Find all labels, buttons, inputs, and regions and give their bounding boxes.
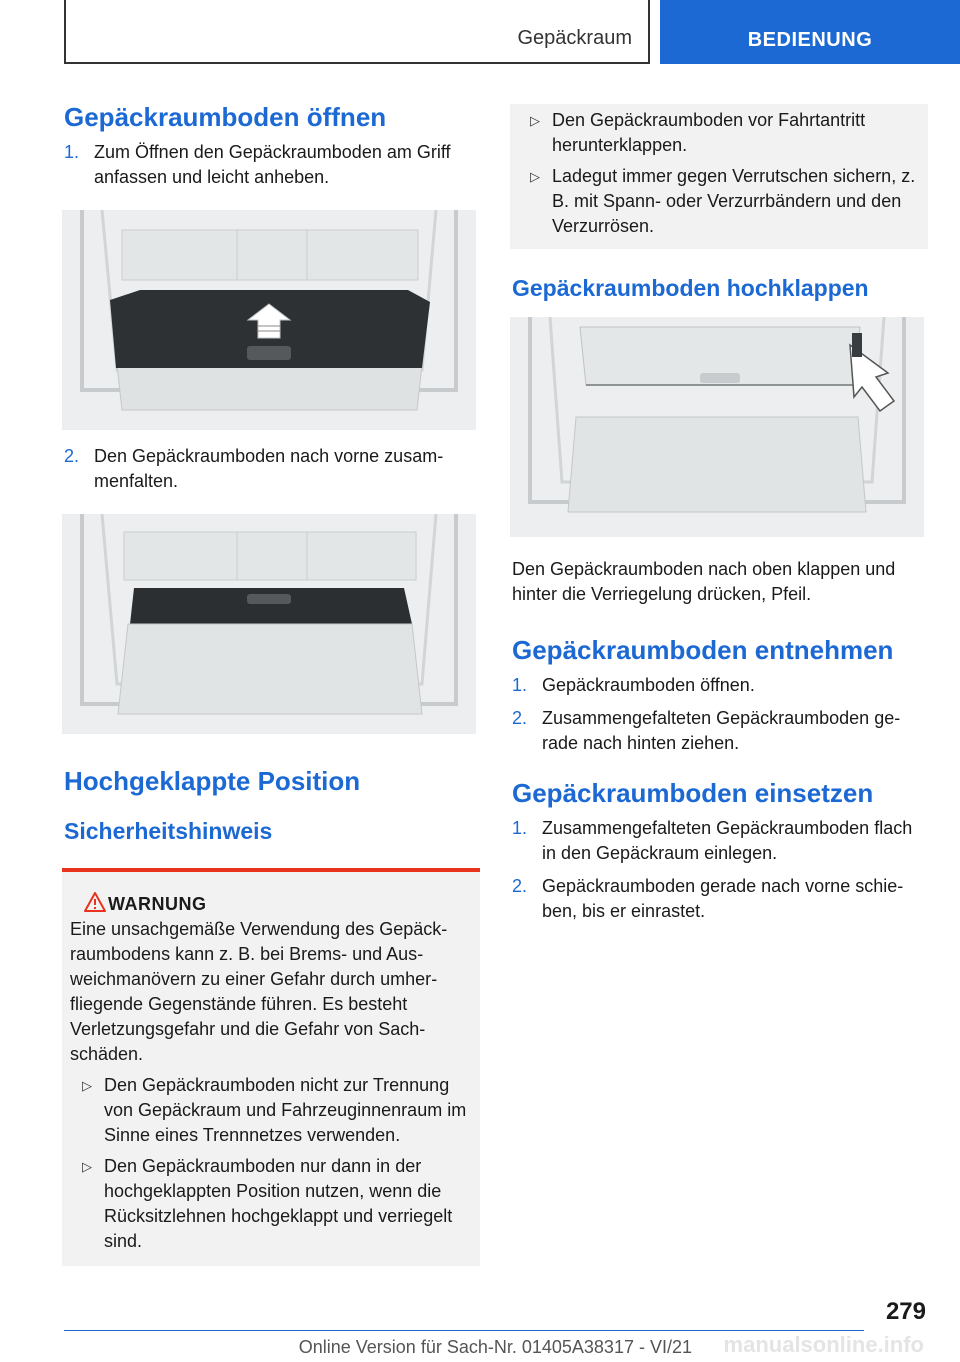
footer-divider xyxy=(64,1330,864,1331)
safety-continuation-box xyxy=(510,104,928,249)
warning-triangle-icon xyxy=(84,892,106,912)
warning-text: Eine unsachgemäße Verwendung des Gepäckraumbodens kann z. B. bei Brems- und Ausweichmanövern zu einer Gefahr durch umherfliegende Gegenstände führen. Es besteht Verletzungsgefahr und die Gefahr von Sachschäden. xyxy=(70,919,448,1064)
heading-folded-position: Hochgeklappte Position xyxy=(64,766,361,796)
heading-open: Gepäckraumboden öffnen xyxy=(64,102,387,132)
step-text: Gepäckraumboden öffnen. xyxy=(542,675,755,695)
step-number: 2. xyxy=(512,876,528,896)
step-number: 2. xyxy=(512,708,528,728)
bullet-text: Ladegut immer gegen Verrutschen sichern, z. B. mit Spann- oder Verzurrbändern und den Verzurrösen. xyxy=(552,166,916,236)
step-number: 2. xyxy=(64,446,80,466)
step-text: Gepäckraumboden gerade nach vorne schieben, bis er einrastet. xyxy=(542,876,904,921)
step-number: 1. xyxy=(64,142,80,162)
heading-safety: Sicherheitshinweis xyxy=(64,818,273,844)
step-text: Den Gepäckraumboden nach vorne zusammenfalten. xyxy=(94,446,444,491)
bullet-text: Den Gepäckraumboden nicht zur Trennung von Gepäckraum und Fahrzeuginnenraum im Sinne eines Trennnetzes verwenden. xyxy=(104,1075,467,1145)
step-text: Zum Öffnen den Gepäckraumboden am Griff anfassen und leicht anheben. xyxy=(94,142,451,187)
list-item xyxy=(512,673,928,698)
list-item xyxy=(512,874,928,924)
figure-trunk-floor-up xyxy=(510,317,924,537)
header-section-box xyxy=(64,0,650,64)
trunk-fold-up-illustration xyxy=(510,317,924,537)
heading-fold-up: Gepäckraumboden hochklappen xyxy=(512,275,869,301)
bullet-triangle-icon: ▷ xyxy=(530,113,540,128)
warning-title xyxy=(70,894,472,915)
list-item xyxy=(70,1073,472,1148)
figure-trunk-floor-folded xyxy=(62,514,476,734)
right-column xyxy=(510,104,928,924)
header-section-title: Gepäckraum xyxy=(517,27,632,49)
warning-box xyxy=(62,868,480,1266)
bullet-triangle-icon: ▷ xyxy=(82,1159,92,1174)
bullet-triangle-icon: ▷ xyxy=(82,1078,92,1093)
heading-insert: Gepäckraumboden einsetzen xyxy=(512,778,874,808)
trunk-folded-illustration xyxy=(62,514,476,734)
fold-up-text: Den Gepäckraumboden nach oben klappen und hinter die Verriegelung drücken, Pfeil. xyxy=(512,559,896,604)
step-number: 1. xyxy=(512,675,528,695)
trunk-lift-illustration xyxy=(62,210,476,430)
list-item xyxy=(518,108,920,158)
bullet-triangle-icon: ▷ xyxy=(530,169,540,184)
step-number: 1. xyxy=(512,818,528,838)
list-item xyxy=(512,706,928,756)
warning-title-label: WARNUNG xyxy=(108,894,207,914)
list-item xyxy=(64,444,480,494)
list-item xyxy=(70,1154,472,1254)
list-item xyxy=(512,816,928,866)
footer-version-text: Online Version für Sach-Nr. 01405A38317 - VI/21 xyxy=(298,1337,692,1357)
header-chapter-label: BEDIENUNG xyxy=(747,29,873,51)
figure-trunk-floor-lift xyxy=(62,210,476,430)
header-chapter-tab xyxy=(660,0,960,64)
heading-remove: Gepäckraumboden entnehmen xyxy=(512,635,894,665)
step-text: Zusammengefalteten Gepäckraumboden gerade nach hinten ziehen. xyxy=(542,708,901,753)
step-text: Zusammengefalteten Gepäckraumboden flach in den Gepäckraum einlegen. xyxy=(542,818,913,863)
bullet-text: Den Gepäckraumboden vor Fahrtantritt herunterklappen. xyxy=(552,110,866,155)
list-item xyxy=(518,164,920,239)
watermark: manualsonline.info xyxy=(723,1332,924,1357)
page-number: 279 xyxy=(885,1298,926,1325)
list-item xyxy=(64,140,480,190)
left-column xyxy=(62,100,480,1266)
bullet-text: Den Gepäckraumboden nur dann in der hochgeklappten Position nutzen, wenn die Rücksitzlehnen hochgeklappt und verriegelt sind. xyxy=(104,1156,453,1251)
